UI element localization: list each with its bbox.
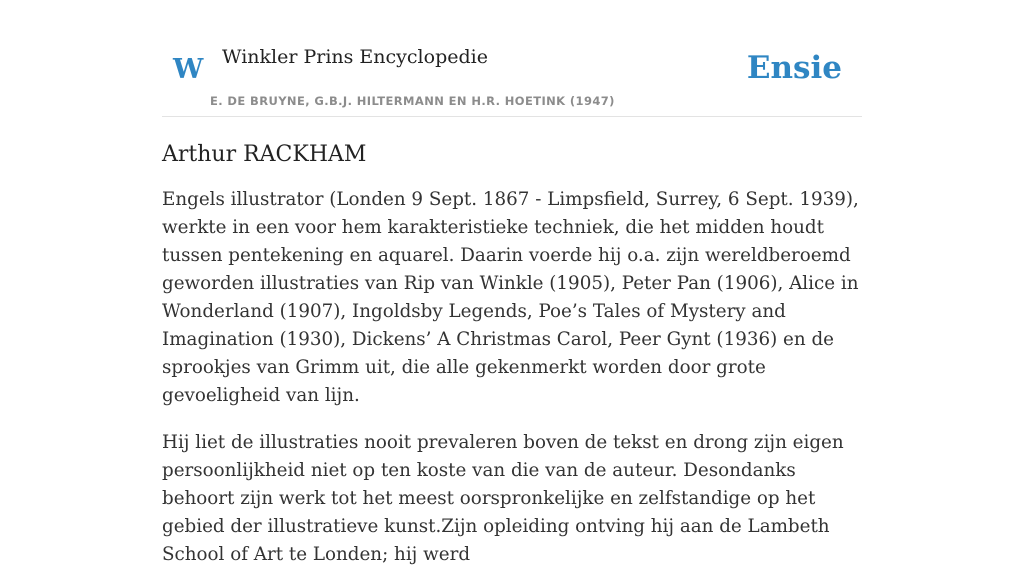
ensie-brand-link[interactable]: Ensie [746, 50, 842, 86]
article-paragraph: Engels illustrator (Londen 9 Sept. 1867 - Limpsfield, Surrey, 6 Sept. 1939), werkte in een voor hem karakteristieke techniek, die het midden houdt tussen pentekening en aquarel. Daarin voerde hij o.a. zijn wereldberoemd geworden illustraties van Rip van Winkle (1905), Peter Pan (1906), Alice in Wonderland (1907), Ingoldsby Legends, Poe’s Tales of Mystery and Imagination (1930), Dickens’ A Christmas Carol, Peer Gynt (1936) en de sprookjes van Grimm uit, die alle gekenmerkt worden door grote gevoeligheid van lijn. [162, 189, 859, 406]
encyclopedia-logo[interactable]: W [173, 54, 204, 85]
article-body [162, 138, 862, 588]
encyclopedia-title[interactable]: Winkler Prins Encyclopedie [222, 46, 488, 68]
encyclopedia-authors: E. DE BRUYNE, G.B.J. HILTERMANN EN H.R. HOETINK (1947) [210, 94, 615, 108]
site-header [162, 40, 862, 117]
article-title: Arthur RACKHAM [162, 142, 367, 167]
article-paragraph: Hij liet de illustraties nooit prevaleren boven de tekst en drong zijn eigen persoonlijkheid niet op ten koste van die van de auteur. Desondanks behoort zijn werk tot het meest oorspronkelijke en zelfstandige op het gebied der illustratieve kunst.Zijn opleiding ontving hij aan de Lambeth School of Art te Londen; hij werd [162, 432, 844, 565]
